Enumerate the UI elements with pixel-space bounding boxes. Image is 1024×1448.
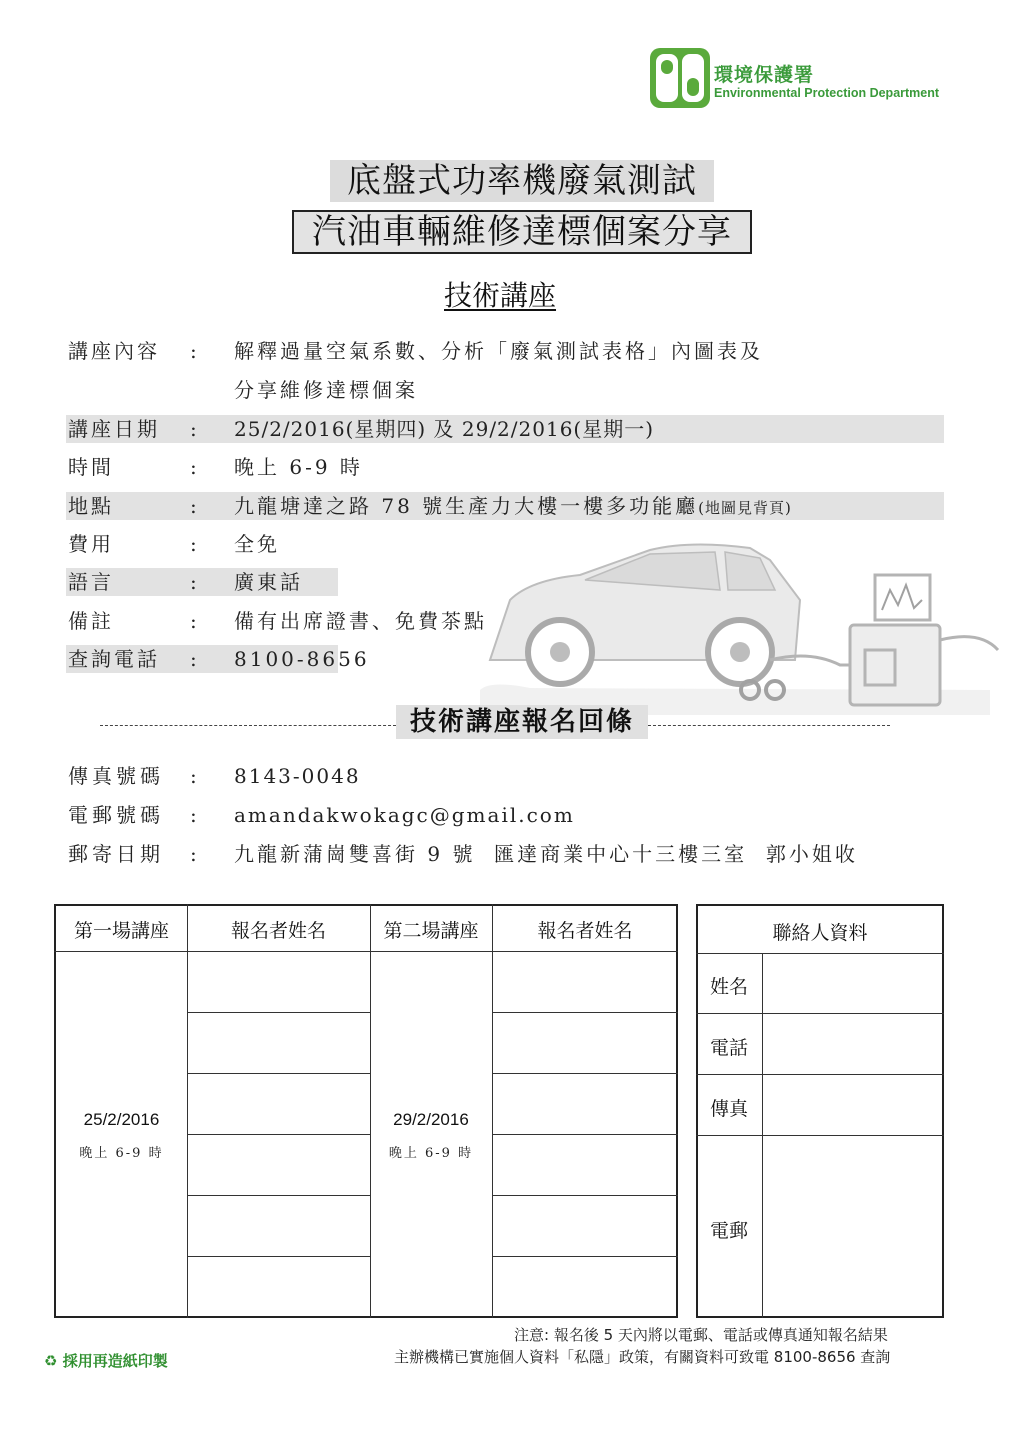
- session2-header: 第二場講座: [383, 920, 479, 942]
- email-value: amandakwokagc@gmail.com: [234, 803, 575, 827]
- fax-value: 8143-0048: [234, 764, 361, 788]
- recycle-icon: ♻: [44, 1352, 58, 1370]
- contact-email-label: 電郵: [710, 1220, 749, 1242]
- fee-value: 全免: [234, 532, 280, 556]
- footer-note-1: 注意: 報名後 5 天內將以電郵、電話或傳真通知報名結果: [514, 1326, 888, 1344]
- venue-value: [234, 492, 792, 522]
- content-value-line2: 分享維修達標個案: [234, 378, 418, 402]
- colon: :: [190, 417, 200, 441]
- colon: :: [190, 764, 201, 788]
- date-label: 講座日期: [68, 417, 160, 441]
- logo-chinese-name: 環境保護署: [714, 64, 815, 86]
- name-header-2: 報名者姓名: [537, 920, 633, 942]
- page-title-line1: 底盤式功率機廢氣測試: [330, 160, 714, 202]
- fax-label: 傳真號碼: [68, 764, 164, 788]
- session2-time: 晚上 6-9 時: [388, 1146, 474, 1161]
- reply-slip-divider: [100, 705, 890, 745]
- venue-label: 地點: [68, 494, 114, 518]
- epd-logo-icon: [650, 48, 710, 108]
- reply-slip-title: 技術講座報名回條: [396, 705, 648, 739]
- logo-english-name: Environmental Protection Department: [714, 86, 940, 100]
- session1-date: 25/2/2016: [83, 1110, 160, 1129]
- content-label: 講座內容: [68, 339, 160, 363]
- venue-address: 九龍塘達之路 78 號生產力大樓一樓多功能廳: [234, 494, 699, 518]
- colon: :: [190, 532, 200, 556]
- session2-date: 29/2/2016: [393, 1110, 469, 1129]
- enquiry-value: 8100-8656: [234, 647, 370, 671]
- colon: :: [190, 842, 201, 866]
- date-value: 25/2/2016(星期四) 及 29/2/2016(星期一): [234, 417, 655, 441]
- colon: :: [190, 803, 201, 827]
- footer-note-2: 主辦機構已實施個人資料「私隱」政策，有關資料可致電 8100-8656 查詢: [394, 1348, 891, 1366]
- recycle-text: 採用再造紙印製: [62, 1352, 168, 1370]
- car-dyno-illustration: [470, 540, 1000, 720]
- venue-map-note: (地圖見背頁): [698, 499, 792, 517]
- contact-phone-label: 電話: [710, 1037, 749, 1059]
- contact-header: 聯絡人資料: [772, 922, 868, 944]
- time-label: 時間: [68, 455, 114, 479]
- colon: :: [190, 647, 200, 671]
- remarks-value: 備有出席證書、免費茶點: [234, 609, 487, 633]
- recycle-note: [44, 1350, 168, 1371]
- name-header-1: 報名者姓名: [230, 920, 326, 942]
- colon: :: [190, 455, 200, 479]
- remarks-label: 備註: [68, 609, 114, 633]
- post-address: 九龍新蒲崗雙喜街 9 號 匯達商業中心十三樓三室 郭小姐收: [234, 842, 858, 866]
- colon: :: [190, 339, 200, 363]
- session1-header: 第一場講座: [73, 920, 169, 942]
- time-value: 晚上 6-9 時: [234, 455, 363, 479]
- contact-name-label: 姓名: [710, 976, 749, 998]
- post-label: 郵寄日期: [68, 842, 164, 866]
- enquiry-label: 查詢電話: [68, 647, 160, 671]
- contact-fax-label: 傳真: [710, 1098, 749, 1120]
- language-label: 語言: [68, 570, 114, 594]
- session1-time: 晚上 6-9 時: [79, 1146, 164, 1161]
- language-value: 廣東話: [234, 570, 303, 594]
- content-value-line1: 解釋過量空氣系數、分析「廢氣測試表格」內圖表及: [234, 339, 763, 363]
- colon: :: [190, 570, 200, 594]
- colon: :: [190, 609, 200, 633]
- page-subtitle: 技術講座: [444, 279, 557, 312]
- page-title-line2: 汽油車輛維修達標個案分享: [292, 210, 752, 254]
- fee-label: 費用: [68, 532, 114, 556]
- email-label: 電郵號碼: [68, 803, 164, 827]
- colon: :: [190, 494, 200, 518]
